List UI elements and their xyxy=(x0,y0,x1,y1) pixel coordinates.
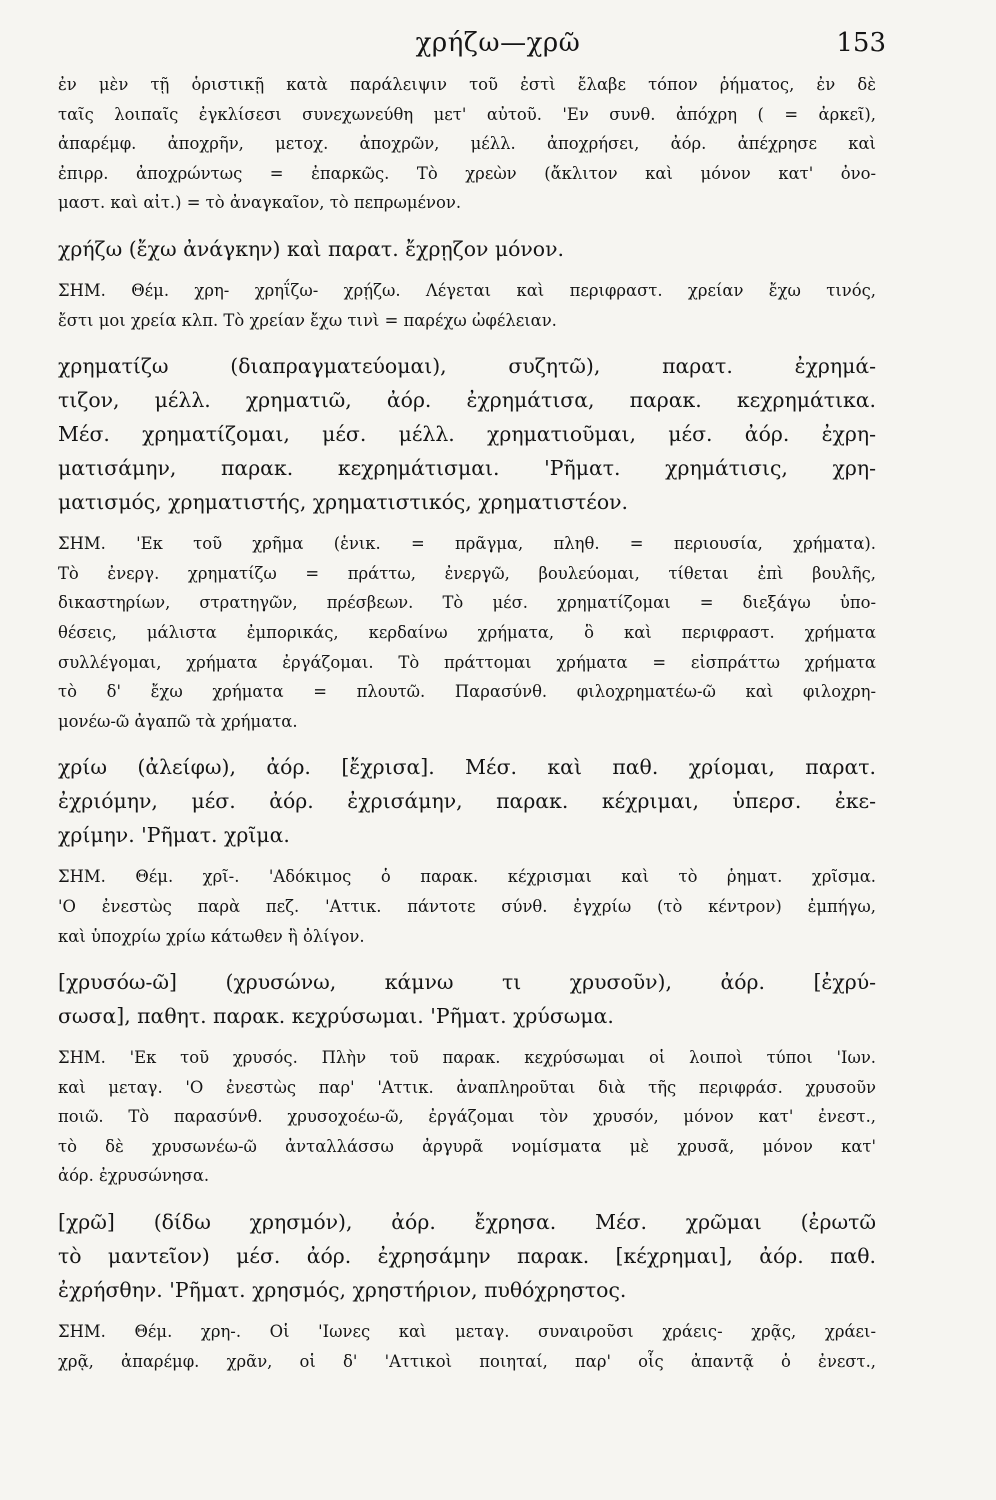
running-head: χρήζω—χρῶ xyxy=(415,28,581,58)
text-line: Τὸ ἐνεργ. χρηματίζω = πράττω, ἐνεργῶ, βουλεύομαι, τίθεται ἐπὶ βουλῆς, xyxy=(58,563,876,583)
note-block xyxy=(58,276,876,335)
entry-block xyxy=(58,349,876,519)
text-line: χρήζω (ἔχω ἀνάγκην) καὶ παρατ. ἔχρῃζον μόνον. xyxy=(58,236,564,261)
text-line: ἔστι μοι χρεία κλπ. Τὸ χρείαν ἔχω τινὶ = παρέχω ὠφέλειαν. xyxy=(58,310,557,330)
text-line: Μέσ. χρηματίζομαι, μέσ. μέλλ. χρηματιοῦμαι, μέσ. ἀόρ. ἐχρη- xyxy=(58,422,876,447)
text-line: χρίω (ἀλείφω), ἀόρ. [ἔχρισα]. Μέσ. καὶ παθ. χρίομαι, παρατ. xyxy=(58,755,876,780)
text-line: ἐχριόμην, μέσ. ἀόρ. ἐχρισάμην, παρακ. κέχριμαι, ὑπερσ. ἐκε- xyxy=(58,789,876,814)
text-line: ταῖς λοιπαῖς ἐγκλίσεσι συνεχωνεύθη μετ' αὐτοῦ. 'Εν συνθ. ἀπόχρη ( = ἀρκεῖ), xyxy=(58,104,876,124)
page-header xyxy=(0,28,996,68)
note-block xyxy=(58,1317,876,1376)
entry-block xyxy=(58,1205,876,1307)
page-body xyxy=(58,70,876,1376)
text-line: ἐν μὲν τῇ ὁριστικῇ κατὰ παράλειψιν τοῦ ἐστὶ ἔλαβε τόπον ῥήματος, ἐν δὲ xyxy=(58,75,876,94)
text-line: ΣΗΜ. Θέμ. χρη-. Οἱ 'Ιωνες καὶ μεταγ. συναιροῦσι χράεις- χρᾷς, χράει- xyxy=(58,1322,876,1342)
text-line: ματισάμην, παρακ. κεχρημάτισμαι. 'Ρῆματ. χρημάτισις, χρη- xyxy=(58,456,876,481)
text-line: μονέω-ῶ ἀγαπῶ τὰ χρήματα. xyxy=(58,711,298,731)
text-line: τὸ δὲ χρυσωνέω-ῶ ἀνταλλάσσω ἀργυρᾶ νομίσματα μὲ χρυσᾶ, μόνον κατ' xyxy=(58,1136,876,1156)
text-line: ἐπιρρ. ἀποχρώντως = ἐπαρκῶς. Τὸ χρεὼν (ἄκλιτον καὶ μόνον κατ' ὀνο- xyxy=(58,163,876,183)
text-line: ἀόρ. ἐχρυσώνησα. xyxy=(58,1166,210,1186)
text-line: ἐχρήσθην. 'Ρῆματ. χρησμός, χρηστήριον, πυθόχρηστος. xyxy=(58,1278,627,1303)
text-line: χρίμην. 'Ρῆματ. χρῖμα. xyxy=(58,823,290,848)
text-line: ΣΗΜ. 'Εκ τοῦ χρῆμα (ἑνικ. = πρᾶγμα, πληθ. = περιουσία, χρήματα). xyxy=(58,534,876,554)
text-line: τὸ μαντεῖον) μέσ. ἀόρ. ἐχρησάμην παρακ. [κέχρημαι], ἀόρ. παθ. xyxy=(58,1244,876,1269)
text-line: τὸ δ' ἔχω χρήματα = πλουτῶ. Παρασύνθ. φιλοχρηματέω-ῶ καὶ φιλοχρη- xyxy=(58,682,876,702)
text-line: χρηματίζω (διαπραγματεύομαι), συζητῶ), παρατ. ἐχρημά- xyxy=(58,354,876,379)
entry-block xyxy=(58,965,876,1033)
text-line: καὶ μεταγ. 'Ο ἐνεστὼς παρ' 'Αττικ. ἀναπληροῦται διὰ τῆς περιφράσ. χρυσοῦν xyxy=(58,1077,876,1097)
note-block xyxy=(58,862,876,951)
text-line: συλλέγομαι, χρήματα ἐργάζομαι. Τὸ πράττομαι χρήματα = εἰσπράττω χρήματα xyxy=(58,652,876,672)
text-line: καὶ ὑποχρίω χρίω κάτωθεν ἢ ὀλίγον. xyxy=(58,926,365,946)
entry-block xyxy=(58,232,876,266)
text-line: σωσα], παθητ. παρακ. κεχρύσωμαι. 'Ρῆματ. χρύσωμα. xyxy=(58,1004,614,1029)
text-line: 'Ο ἐνεστὼς παρὰ πεζ. 'Αττικ. πάντοτε σύνθ. ἐγχρίω (τὸ κέντρον) ἐμπήγω, xyxy=(58,896,876,916)
text-line: ποιῶ. Τὸ παρασύνθ. χρυσοχοέω-ῶ, ἐργάζομαι τὸν χρυσόν, μόνον κατ' ἐνεστ., xyxy=(58,1107,876,1127)
page-number: 153 xyxy=(836,28,886,58)
text-line: μαστ. καὶ αἰτ.) = τὸ ἀναγκαῖον, τὸ πεπρωμένον. xyxy=(58,193,462,213)
text-line: ἀπαρέμφ. ἀποχρῆν, μετοχ. ἀποχρῶν, μέλλ. ἀποχρήσει, ἀόρ. ἀπέχρησε καὶ xyxy=(58,134,876,154)
text-line: ΣΗΜ. Θέμ. χρη- χρηΐζω- χρῄζω. Λέγεται καὶ περιφραστ. χρείαν ἔχω τινός, xyxy=(58,280,876,300)
note-block xyxy=(58,1043,876,1191)
text-line: τιζον, μέλλ. χρηματιῶ, ἀόρ. ἐχρημάτισα, παρακ. κεχρημάτικα. xyxy=(58,388,876,413)
text-line: ΣΗΜ. Θέμ. χρῖ-. 'Αδόκιμος ὁ παρακ. κέχρισμαι καὶ τὸ ῥηματ. χρῖσμα. xyxy=(58,867,876,887)
text-line: δικαστηρίων, στρατηγῶν, πρέσβεων. Τὸ μέσ. χρηματίζομαι = διεξάγω ὑπο- xyxy=(58,593,876,613)
text-line: χρᾷ, ἀπαρέμφ. χρᾶν, οἱ δ' 'Αττικοὶ ποιηταί, παρ' οἷς ἀπαντᾷ ὁ ἐνεστ., xyxy=(58,1351,876,1371)
note-block xyxy=(58,70,876,218)
text-line: ΣΗΜ. 'Εκ τοῦ χρυσός. Πλὴν τοῦ παρακ. κεχρύσωμαι οἱ λοιποὶ τύποι 'Ιων. xyxy=(58,1048,876,1068)
text-line: [χρυσόω-ῶ] (χρυσώνω, κάμνω τι χρυσοῦν), ἀόρ. [ἐχρύ- xyxy=(58,970,876,995)
entry-block xyxy=(58,750,876,852)
note-block xyxy=(58,529,876,736)
text-line: [χρῶ] (δίδω χρησμόν), ἀόρ. ἔχρησα. Μέσ. χρῶμαι (ἐρωτῶ xyxy=(58,1210,876,1235)
text-line: θέσεις, μάλιστα ἐμπορικάς, κερδαίνω χρήματα, ὃ καὶ περιφραστ. χρήματα xyxy=(58,622,876,642)
text-line: ματισμός, χρηματιστής, χρηματιστικός, χρηματιστέον. xyxy=(58,490,629,515)
